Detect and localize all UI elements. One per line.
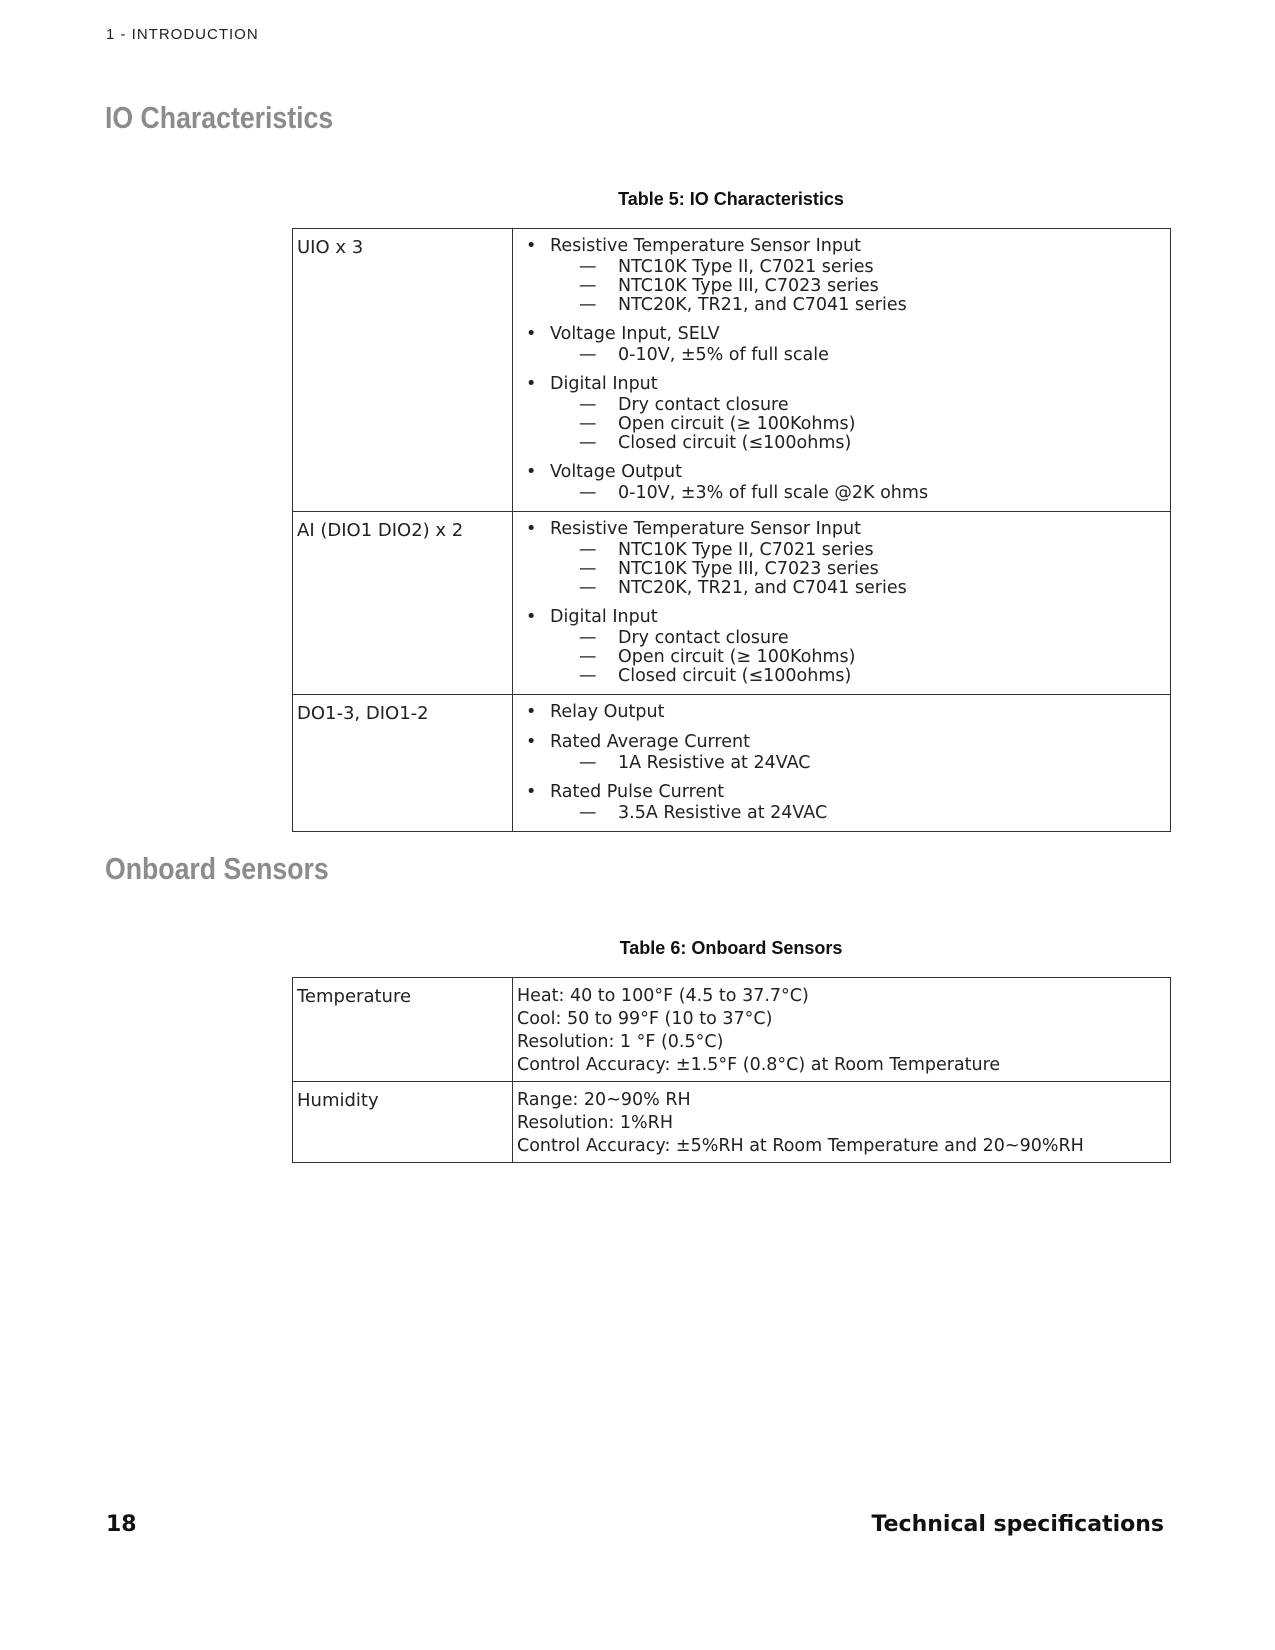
sub-item-text: Open circuit (≥ 100Kohms) <box>618 414 856 434</box>
sub-list-item <box>550 579 1164 598</box>
sub-item-text: Closed circuit (≤100ohms) <box>618 666 852 686</box>
sub-item-text: Dry contact closure <box>618 395 789 415</box>
sub-list-item <box>550 346 1164 365</box>
dash-icon: — <box>579 276 597 296</box>
sub-item-text: NTC20K, TR21, and C7041 series <box>618 578 907 598</box>
sub-list-item <box>550 804 1164 823</box>
sub-list-item <box>550 484 1164 503</box>
sub-list-item <box>550 541 1164 560</box>
list-item-text: Resistive Temperature Sensor Input <box>550 519 861 539</box>
list-item-text: Rated Pulse Current <box>550 782 725 802</box>
dash-icon: — <box>579 433 597 453</box>
list-item-text: Digital Input <box>550 607 658 627</box>
list-item-text: Voltage Input, SELV <box>550 324 720 344</box>
list-item-text: Voltage Output <box>550 462 682 482</box>
spec-line: Range: 20~90% RH <box>517 1090 691 1110</box>
sub-list-item <box>550 754 1164 773</box>
onboard-sensors-table <box>292 977 1171 1163</box>
bullet-icon: • <box>526 607 537 627</box>
list-item <box>521 731 1164 773</box>
table-row <box>293 695 1171 832</box>
dash-icon: — <box>579 345 597 365</box>
sub-list-item <box>550 560 1164 579</box>
bullet-icon: • <box>526 702 537 722</box>
sub-item-text: NTC10K Type III, C7023 series <box>618 276 879 296</box>
running-header: 1 - INTRODUCTION <box>106 26 259 43</box>
sub-list-item <box>550 667 1164 686</box>
sub-item-text: Dry contact closure <box>618 628 789 648</box>
bullet-icon: • <box>526 782 537 802</box>
dash-icon: — <box>579 257 597 277</box>
sub-list <box>550 346 1164 365</box>
bullet-icon: • <box>526 374 537 394</box>
dash-icon: — <box>579 559 597 579</box>
sub-item-text: NTC10K Type III, C7023 series <box>618 559 879 579</box>
dash-icon: — <box>579 295 597 315</box>
row-label: Humidity <box>293 1082 513 1163</box>
dash-icon: — <box>579 395 597 415</box>
list-item <box>521 461 1164 503</box>
row-content <box>513 229 1171 512</box>
row-content <box>513 695 1171 832</box>
sub-item-text: NTC10K Type II, C7021 series <box>618 257 874 277</box>
onboard-sensors-heading: Onboard Sensors <box>105 851 329 886</box>
dash-icon: — <box>579 483 597 503</box>
bullet-icon: • <box>526 236 537 256</box>
spec-line: Cool: 50 to 99°F (10 to 37°C) <box>517 1009 773 1029</box>
io-characteristics-heading: IO Characteristics <box>105 100 334 135</box>
footer-section-title: Technical specifications <box>871 1512 1164 1537</box>
sub-list <box>550 396 1164 453</box>
dash-icon: — <box>579 803 597 823</box>
dash-icon: — <box>579 647 597 667</box>
sub-item-text: Open circuit (≥ 100Kohms) <box>618 647 856 667</box>
table-row <box>293 978 1171 1082</box>
sub-item-text: 0-10V, ±3% of full scale @2K ohms <box>618 483 929 503</box>
sub-item-text: Closed circuit (≤100ohms) <box>618 433 852 453</box>
bullet-icon: • <box>526 462 537 482</box>
dash-icon: — <box>579 578 597 598</box>
sub-item-text: 3.5A Resistive at 24VAC <box>618 803 828 823</box>
list-item <box>521 235 1164 315</box>
list-item <box>521 701 1164 723</box>
list-item <box>521 323 1164 365</box>
sub-list-item <box>550 629 1164 648</box>
spec-line: Resolution: 1%RH <box>517 1113 673 1133</box>
sub-list-item <box>550 296 1164 315</box>
row-label: UIO x 3 <box>293 229 513 512</box>
row-content <box>513 978 1171 1082</box>
list-item <box>521 518 1164 598</box>
table-row <box>293 1082 1171 1163</box>
sub-item-text: NTC20K, TR21, and C7041 series <box>618 295 907 315</box>
dash-icon: — <box>579 666 597 686</box>
row-label: DO1-3, DIO1-2 <box>293 695 513 832</box>
list-item <box>521 373 1164 453</box>
dash-icon: — <box>579 628 597 648</box>
dash-icon: — <box>579 540 597 560</box>
sub-list-item <box>550 415 1164 434</box>
table-5-caption: Table 5: IO Characteristics <box>618 189 844 209</box>
list-item-text: Relay Output <box>550 702 665 722</box>
list-item <box>521 606 1164 686</box>
list-item <box>521 781 1164 823</box>
table-6-caption: Table 6: Onboard Sensors <box>619 938 843 958</box>
bullet-icon: • <box>526 324 537 344</box>
sub-list <box>550 484 1164 503</box>
sub-item-text: NTC10K Type II, C7021 series <box>618 540 874 560</box>
sub-list <box>550 629 1164 686</box>
page-number: 18 <box>106 1512 137 1537</box>
row-label: Temperature <box>293 978 513 1082</box>
row-content <box>513 1082 1171 1163</box>
sub-item-text: 1A Resistive at 24VAC <box>618 753 811 773</box>
table-row <box>293 512 1171 695</box>
list-item-text: Digital Input <box>550 374 658 394</box>
sub-list <box>550 804 1164 823</box>
table-row <box>293 229 1171 512</box>
sub-list-item <box>550 396 1164 415</box>
list-item-text: Rated Average Current <box>550 732 750 752</box>
sub-list <box>550 258 1164 315</box>
sub-list <box>550 754 1164 773</box>
list-item-text: Resistive Temperature Sensor Input <box>550 236 861 256</box>
bullet-icon: • <box>526 519 537 539</box>
dash-icon: — <box>579 414 597 434</box>
bullet-icon: • <box>526 732 537 752</box>
dash-icon: — <box>579 753 597 773</box>
sub-list-item <box>550 434 1164 453</box>
spec-line: Heat: 40 to 100°F (4.5 to 37.7°C) <box>517 986 809 1006</box>
sub-list <box>550 541 1164 598</box>
io-characteristics-table <box>292 228 1171 832</box>
spec-line: Resolution: 1 °F (0.5°C) <box>517 1032 724 1052</box>
sub-list-item <box>550 277 1164 296</box>
sub-list-item <box>550 258 1164 277</box>
sub-list-item <box>550 648 1164 667</box>
sub-item-text: 0-10V, ±5% of full scale <box>618 345 829 365</box>
row-content <box>513 512 1171 695</box>
spec-line: Control Accuracy: ±5%RH at Room Temperature and 20~90%RH <box>517 1136 1084 1156</box>
spec-line: Control Accuracy: ±1.5°F (0.8°C) at Room Temperature <box>517 1055 1001 1075</box>
row-label: AI (DIO1 DIO2) x 2 <box>293 512 513 695</box>
